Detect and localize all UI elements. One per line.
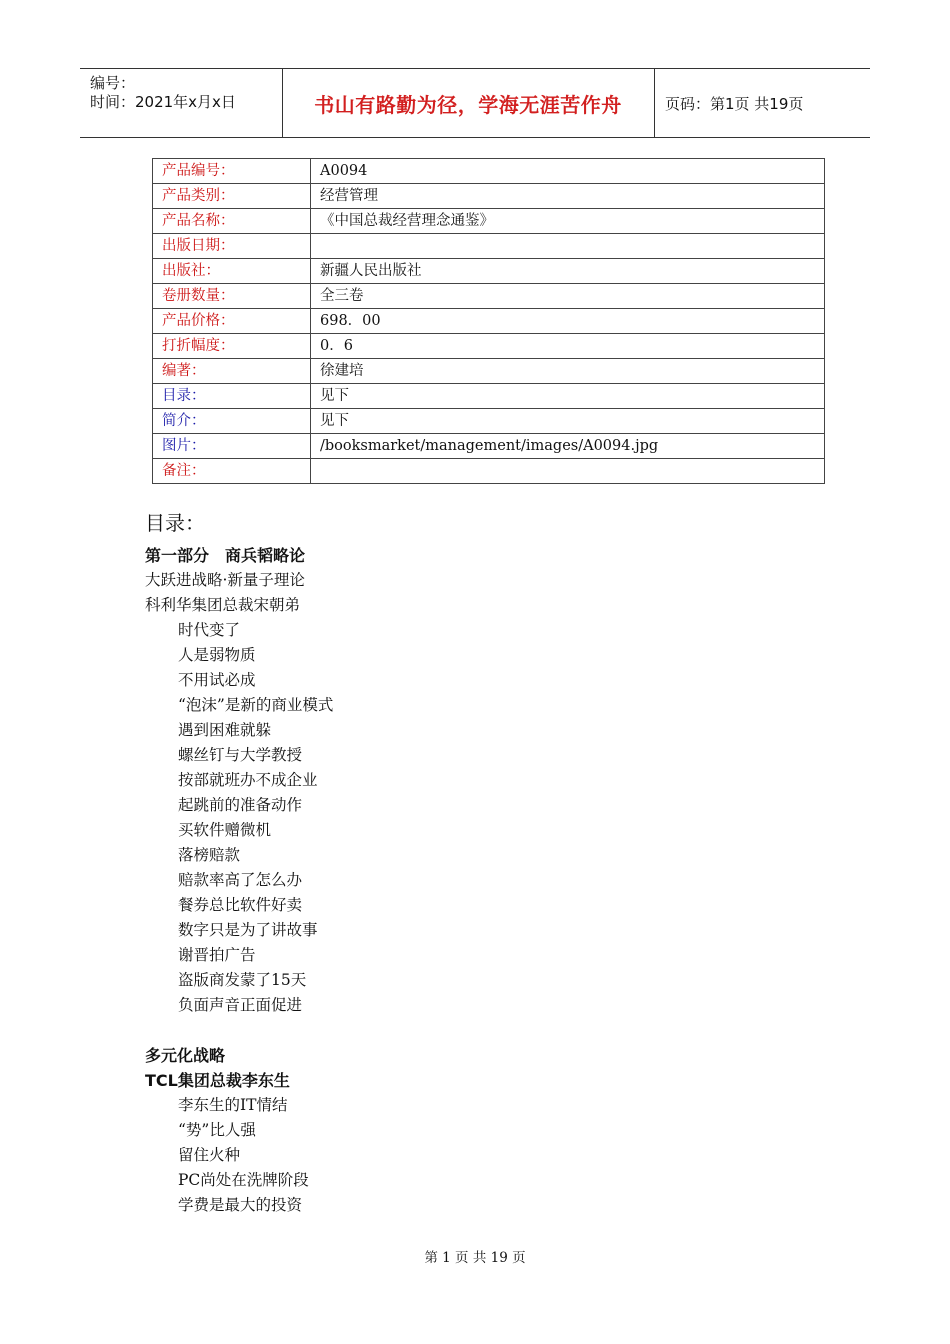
toc-spacer — [145, 1018, 845, 1043]
header-meta-cell — [80, 69, 283, 137]
toc-item: 不用试必成 — [178, 671, 256, 689]
row-key: 产品名称： — [153, 209, 311, 234]
row-key: 备注： — [153, 459, 311, 484]
table-row — [153, 184, 825, 209]
toc-title: 目录： — [145, 511, 205, 535]
toc-item: 人是弱物质 — [178, 646, 256, 664]
toc-item: 螺丝钉与大学教授 — [178, 746, 303, 764]
table-row — [153, 384, 825, 409]
table-row — [153, 309, 825, 334]
row-value: /booksmarket/management/images/A0094.jpg — [311, 434, 825, 459]
table-of-contents — [145, 543, 845, 1218]
row-value: 《中国总裁经营理念通鉴》 — [311, 209, 825, 234]
row-key: 图片： — [153, 434, 311, 459]
toc-section-subheading: TCL集团总裁李东生 — [145, 1071, 290, 1090]
row-key: 产品编号： — [153, 159, 311, 184]
row-key: 出版日期： — [153, 234, 311, 259]
toc-item: 负面声音正面促进 — [178, 996, 303, 1014]
table-row — [153, 159, 825, 184]
toc-item: 遇到困难就躲 — [178, 721, 272, 739]
row-value: 经营管理 — [311, 184, 825, 209]
row-key: 编著： — [153, 359, 311, 384]
toc-item: “泡沫”是新的商业模式 — [178, 696, 334, 714]
header-page-info: 页码：第1页 共19页 — [665, 94, 804, 113]
row-key: 出版社： — [153, 259, 311, 284]
toc-item: PC尚处在洗牌阶段 — [178, 1171, 309, 1189]
row-value: 698．00 — [311, 309, 825, 334]
row-value: 全三卷 — [311, 284, 825, 309]
toc-item: 时代变了 — [178, 621, 241, 639]
row-value: 0．6 — [311, 334, 825, 359]
table-row — [153, 334, 825, 359]
toc-item: “势”比人强 — [178, 1121, 256, 1139]
toc-item: 谢晋拍广告 — [178, 946, 256, 964]
row-key: 产品类别： — [153, 184, 311, 209]
toc-item: 赔款率高了怎么办 — [178, 871, 303, 889]
row-value: A0094 — [311, 159, 825, 184]
product-info-table — [152, 158, 825, 484]
toc-section-heading: 多元化战略 — [145, 1046, 226, 1065]
header-number-label: 编号： — [90, 74, 136, 92]
row-value — [311, 459, 825, 484]
table-row — [153, 259, 825, 284]
table-row — [153, 409, 825, 434]
toc-chapter: 大跃进战略·新量子理论 — [145, 571, 305, 589]
row-key: 简介： — [153, 409, 311, 434]
header-date-label: 时间：2021年x月x日 — [90, 93, 236, 111]
toc-item: 餐券总比软件好卖 — [178, 896, 303, 914]
toc-item: 盗版商发蒙了15天 — [178, 971, 307, 989]
table-row — [153, 434, 825, 459]
table-row — [153, 459, 825, 484]
toc-item: 落榜赔款 — [178, 846, 241, 864]
row-value: 见下 — [311, 384, 825, 409]
header-motto: 书山有路勤为径，学海无涯苦作舟 — [314, 92, 622, 117]
table-row — [153, 234, 825, 259]
table-row — [153, 284, 825, 309]
table-row — [153, 359, 825, 384]
toc-item: 李东生的IT情结 — [178, 1096, 288, 1114]
toc-item: 起跳前的准备动作 — [178, 796, 303, 814]
row-value: 见下 — [311, 409, 825, 434]
row-key: 目录： — [153, 384, 311, 409]
row-key: 卷册数量： — [153, 284, 311, 309]
toc-item: 数字只是为了讲故事 — [178, 921, 318, 939]
toc-part-heading: 第一部分 商兵韬略论 — [145, 546, 306, 565]
header-page-cell — [655, 69, 870, 137]
toc-chapter: 科利华集团总裁宋朝弟 — [145, 596, 301, 614]
toc-item: 学费是最大的投资 — [178, 1196, 303, 1214]
toc-item: 买软件赠微机 — [178, 821, 272, 839]
table-row — [153, 209, 825, 234]
row-value — [311, 234, 825, 259]
header-motto-cell — [282, 69, 655, 137]
row-key: 打折幅度： — [153, 334, 311, 359]
toc-item: 留住火种 — [178, 1146, 241, 1164]
toc-item: 按部就班办不成企业 — [178, 771, 318, 789]
row-key: 产品价格： — [153, 309, 311, 334]
row-value: 徐建培 — [311, 359, 825, 384]
page-header — [80, 68, 870, 138]
page-footer: 第 1 页 共 19 页 — [424, 1250, 526, 1266]
row-value: 新疆人民出版社 — [311, 259, 825, 284]
